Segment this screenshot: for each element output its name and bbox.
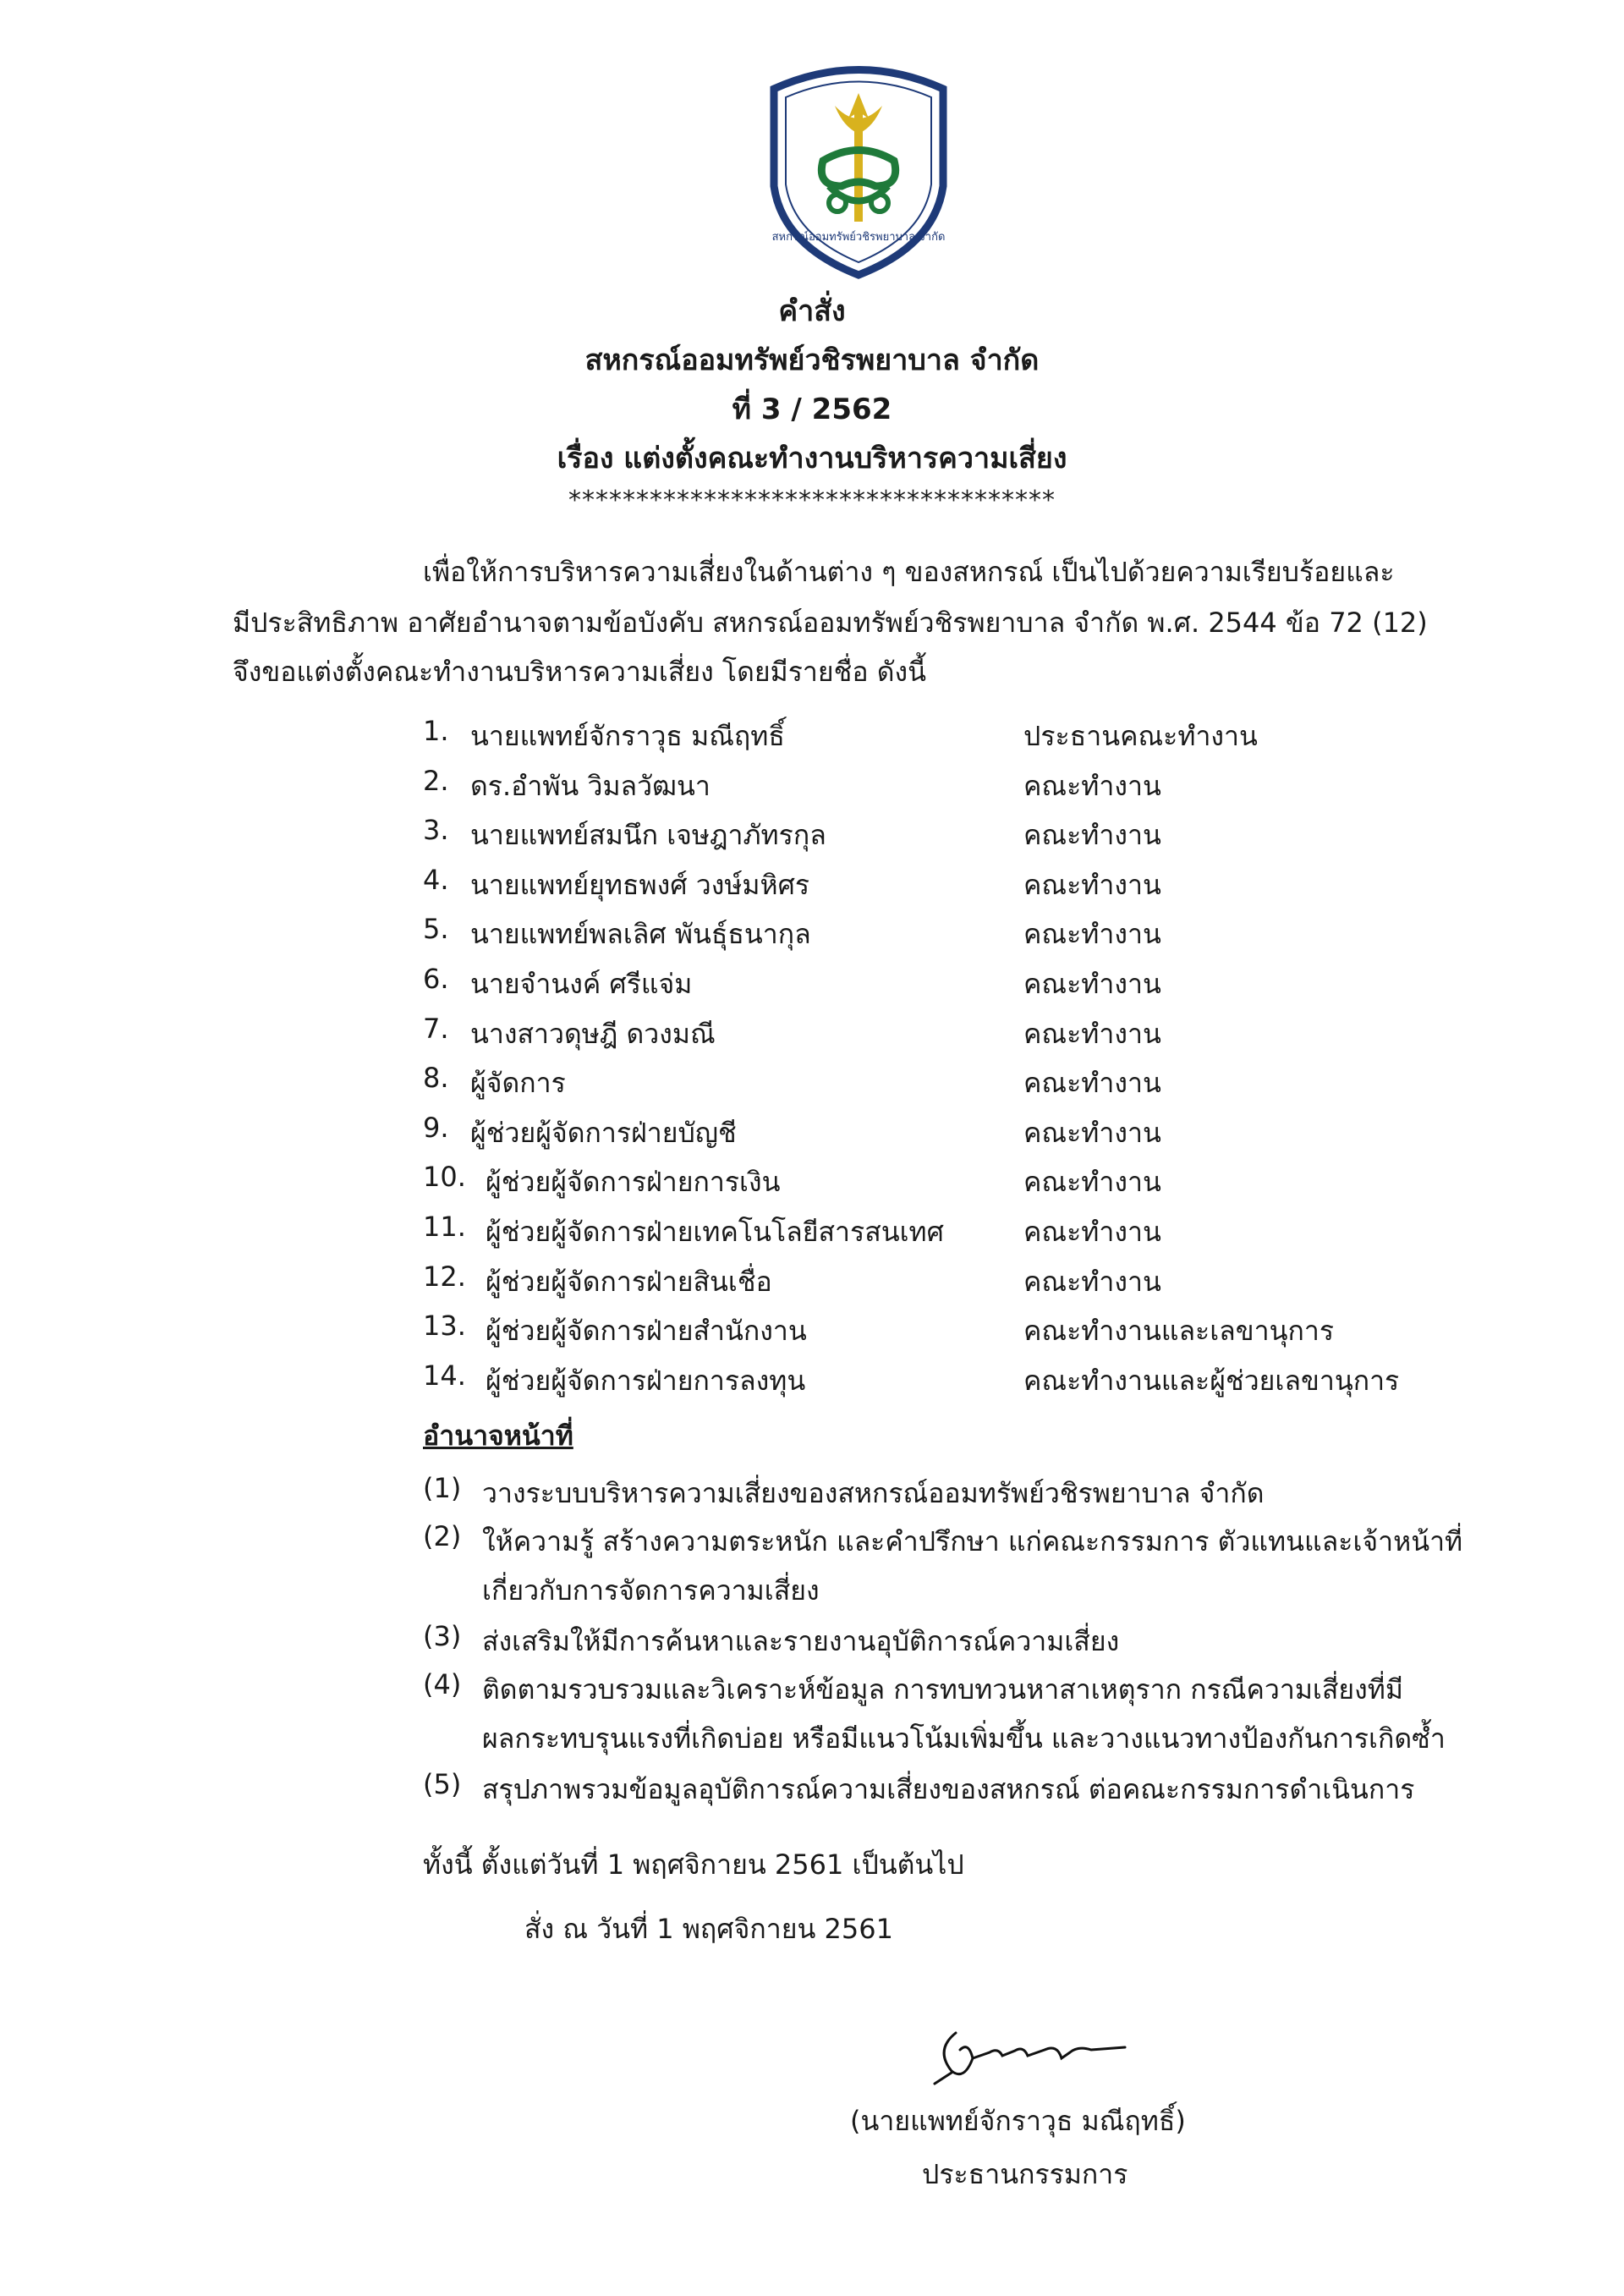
member-name: ผู้ช่วยผู้จัดการฝ่ายบัญชี [470,1116,737,1149]
member-num: 1. [423,715,449,747]
member-row [423,1359,1455,1409]
duty-text-continued: ผลกระทบรุนแรงที่เกิดบ่อย หรือมีแนวโน้มเพิ่มขึ้น และวางแนวทางป้องกันการเกิดซ้ำ [482,1722,1446,1755]
member-num: 12. [423,1260,466,1293]
member-num: 8. [423,1062,449,1095]
member-num: 5. [423,913,449,946]
member-list [423,715,1455,1409]
member-role: คณะทำงาน [1023,1017,1161,1050]
member-num: 3. [423,814,449,847]
member-role: คณะทำงาน [1023,819,1161,852]
member-row [423,1013,1455,1063]
member-role: คณะทำงาน [1023,1265,1161,1298]
member-num: 10. [423,1161,466,1194]
effective-date: ทั้งนี้ ตั้งแต่วันที่ 1 พฤศจิกายน 2561 เป็นต้นไป [423,1848,964,1881]
member-num: 14. [423,1359,466,1392]
order-number: ที่ 3 / 2562 [732,393,892,426]
member-num: 11. [423,1210,466,1243]
member-num: 2. [423,764,449,797]
member-row [423,814,1455,864]
member-row [423,1161,1455,1211]
duty-text: สรุปภาพรวมข้อมูลอุบัติการณ์ความเสี่ยงของสหกรณ์ ต่อคณะกรรมการดำเนินการ [482,1773,1415,1805]
member-name: นายแพทย์สมนึก เจษฎาภัทรกุล [470,819,826,852]
duty-text-continued: เกี่ยวกับการจัดการความเสี่ยง [482,1574,820,1607]
member-num: 9. [423,1111,449,1144]
member-num: 6. [423,962,449,995]
member-name: ผู้จัดการ [470,1067,566,1100]
duty-number: (2) [423,1520,462,1552]
member-role: คณะทำงาน [1023,1166,1161,1199]
member-name: ผู้ช่วยผู้จัดการฝ่ายเทคโนโลยีสารสนเทศ [486,1215,944,1248]
cooperative-logo [757,59,960,279]
signature-image [922,2012,1142,2088]
member-role: คณะทำงานและเลขานุการ [1023,1315,1335,1348]
member-row [423,864,1455,914]
member-name: นายแพทย์พลเลิศ พันธุ์ธนากุล [470,918,811,951]
member-row [423,1261,1455,1310]
member-role: คณะทำงาน [1023,868,1161,901]
member-role: คณะทำงาน [1023,967,1161,1000]
duty-text: ติดตามรวบรวมและวิเคราะห์ข้อมูล การทบทวนหาสาเหตุราก กรณีความเสี่ยงที่มี [482,1673,1403,1706]
duty-number: (5) [423,1768,462,1800]
member-name: ผู้ช่วยผู้จัดการฝ่ายสินเชื่อ [486,1265,772,1298]
member-name: นายแพทย์ยุทธพงศ์ วงษ์มหิศร [470,868,810,901]
member-name: นายแพทย์จักราวุธ มณีฤทธิ์ [470,720,785,752]
member-role: คณะทำงาน [1023,1215,1161,1248]
member-name: นางสาวดุษฎี ดวงมณี [470,1017,716,1050]
member-num: 7. [423,1012,449,1045]
member-row [423,1062,1455,1112]
signatory-name: (นายแพทย์จักราวุธ มณีฤทธิ์) [850,2105,1186,2137]
member-num: 4. [423,863,449,896]
duty-number: (1) [423,1472,462,1504]
signatory-title: ประธานกรรมการ [922,2158,1128,2190]
member-num: 13. [423,1310,466,1343]
organization-name: สหกรณ์ออมทรัพย์วชิรพยาบาล จำกัด [584,343,1040,377]
member-name: ผู้ช่วยผู้จัดการฝ่ายการลงทุน [486,1364,806,1397]
order-date: สั่ง ณ วันที่ 1 พฤศจิกายน 2561 [524,1913,893,1945]
logo-text: สหกรณ์ออมทรัพย์วชิรพยาบาล จำกัด [771,231,946,244]
member-row [423,963,1455,1013]
member-role: ประธานคณะทำงาน [1023,720,1258,752]
order-subject: เรื่อง แต่งตั้งคณะทำงานบริหารความเสี่ยง [557,442,1067,475]
member-name: ผู้ช่วยผู้จัดการฝ่ายการเงิน [486,1166,781,1199]
member-role: คณะทำงาน [1023,1067,1161,1100]
duty-text: ส่งเสริมให้มีการค้นหาและรายงานอุบัติการณ์ความเสี่ยง [482,1625,1120,1657]
duty-text: ให้ความรู้ สร้างความตระหนัก และคำปรึกษา แก่คณะกรรมการ ตัวแทนและเจ้าหน้าที่ [482,1525,1463,1557]
member-name: ผู้ช่วยผู้จัดการฝ่ายสำนักงาน [486,1315,807,1348]
member-role: คณะทำงาน [1023,1116,1161,1149]
member-row [423,1112,1455,1162]
intro-line-2: มีประสิทธิภาพ อาศัยอำนาจตามข้อบังคับ สหกรณ์ออมทรัพย์วชิรพยาบาล จำกัด พ.ศ. 2544 ข้อ 72 (12) [233,607,1428,639]
member-name: นายจำนงค์ ศรีแจ่ม [470,967,693,1000]
member-role: คณะทำงานและผู้ช่วยเลขานุการ [1023,1364,1400,1397]
intro-line-3: จึงขอแต่งตั้งคณะทำงานบริหารความเสี่ยง โดยมีรายชื่อ ดังนี้ [233,656,927,688]
member-name: ดร.อำพัน วิมลวัฒนา [470,769,710,802]
member-role: คณะทำงาน [1023,769,1161,802]
member-row [423,1211,1455,1261]
duties-title: อำนาจหน้าที่ [423,1420,573,1452]
member-row [423,1310,1455,1359]
duty-number: (3) [423,1620,462,1652]
heading-divider: ************************************ [568,486,1056,515]
intro-line-1: เพื่อให้การบริหารความเสี่ยงในด้านต่าง ๆ ของสหกรณ์ เป็นไปด้วยความเรียบร้อยและ [423,556,1395,588]
member-row [423,913,1455,963]
member-role: คณะทำงาน [1023,918,1161,951]
member-row [423,715,1455,765]
duty-number: (4) [423,1668,462,1700]
document-title: คำสั่ง [778,294,846,328]
duty-text: วางระบบบริหารความเสี่ยงของสหกรณ์ออมทรัพย์วชิรพยาบาล จำกัด [482,1477,1265,1509]
member-row [423,765,1455,815]
